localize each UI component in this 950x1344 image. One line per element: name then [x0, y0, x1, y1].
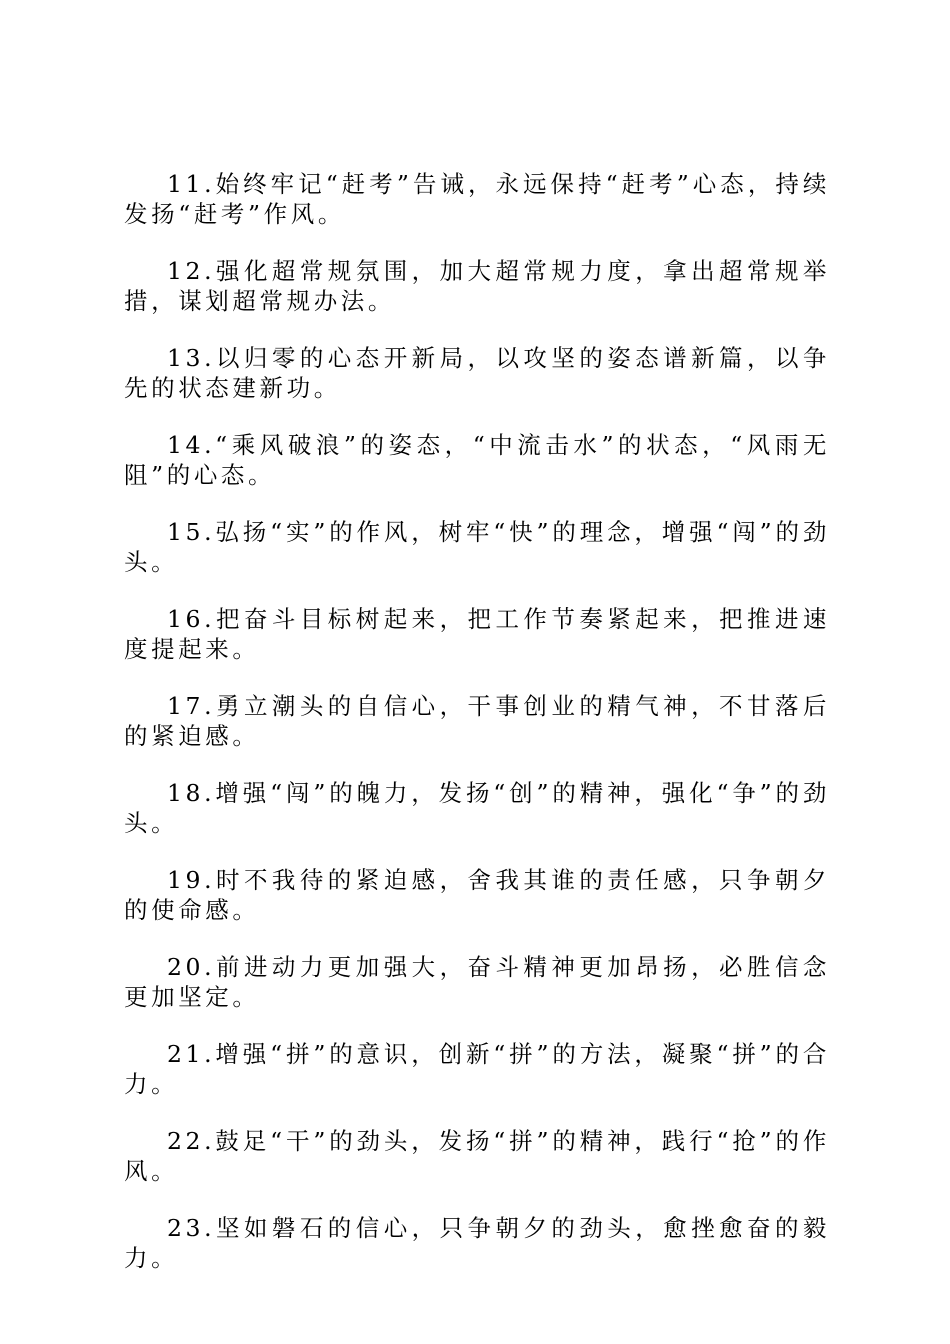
paragraph-14: 14.“乘风破浪”的姿态，“中流击水”的状态，“风雨无阻”的心态。	[124, 431, 830, 489]
paragraph-17: 17.勇立潮头的自信心，干事创业的精气神，不甘落后的紧迫感。	[124, 692, 830, 750]
paragraph-13: 13.以归零的心态开新局，以攻坚的姿态谱新篇，以争先的状态建新功。	[124, 344, 830, 402]
paragraph-22: 22.鼓足“干”的劲头，发扬“拼”的精神，践行“抢”的作风。	[124, 1127, 830, 1185]
document-page	[124, 169, 830, 1273]
paragraph-19: 19.时不我待的紧迫感，舍我其谁的责任感，只争朝夕的使命感。	[124, 866, 830, 924]
paragraph-23: 23.坚如磐石的信心，只争朝夕的劲头，愈挫愈奋的毅力。	[124, 1214, 830, 1272]
paragraph-11: 11.始终牢记“赶考”告诫，永远保持“赶考”心态，持续发扬“赶考”作风。	[124, 170, 830, 228]
paragraph-12: 12.强化超常规氛围，加大超常规力度，拿出超常规举措，谋划超常规办法。	[124, 257, 830, 315]
paragraph-21: 21.增强“拼”的意识，创新“拼”的方法，凝聚“拼”的合力。	[124, 1040, 830, 1098]
paragraph-20: 20.前进动力更加强大，奋斗精神更加昂扬，必胜信念更加坚定。	[124, 953, 830, 1011]
paragraph-15: 15.弘扬“实”的作风，树牢“快”的理念，增强“闯”的劲头。	[124, 518, 830, 576]
paragraph-16: 16.把奋斗目标树起来，把工作节奏紧起来，把推进速度提起来。	[124, 605, 830, 663]
paragraph-18: 18.增强“闯”的魄力，发扬“创”的精神，强化“争”的劲头。	[124, 779, 830, 837]
